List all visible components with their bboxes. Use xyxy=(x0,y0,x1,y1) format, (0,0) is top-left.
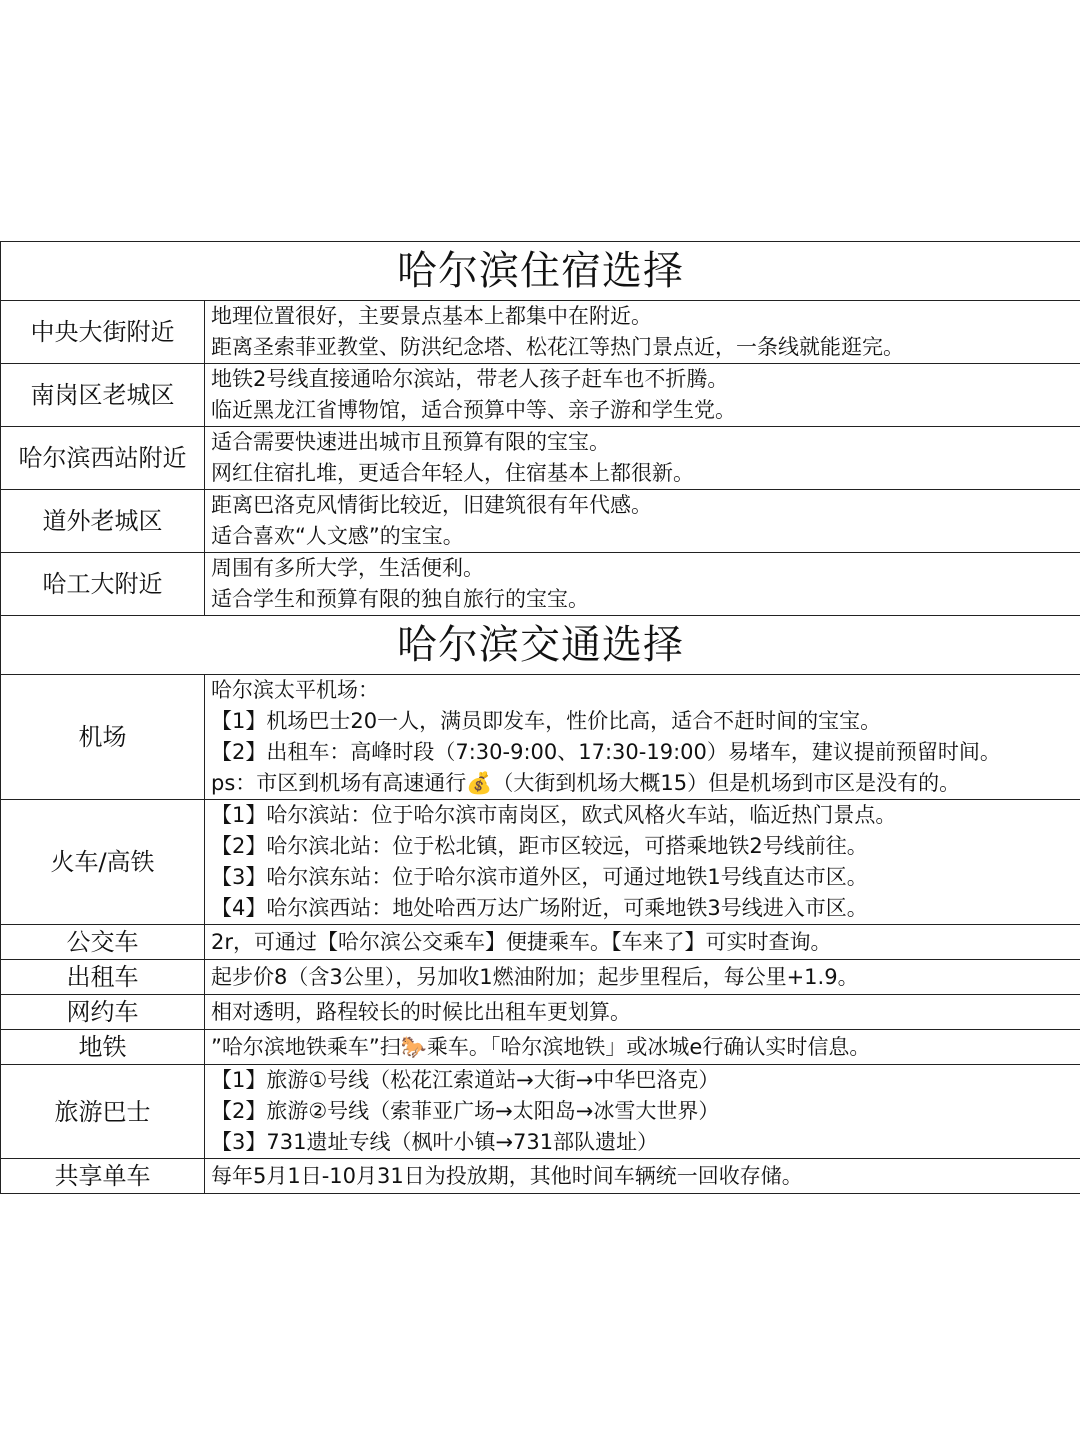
description-line: 【3】731遗址专线（枫叶小镇→731部队遗址） xyxy=(211,1130,659,1154)
lodging-area-label: 哈工大附近 xyxy=(1,553,205,616)
description-line: 距离圣索菲亚教堂、防洪纪念塔、松花江等热门景点近，一条线就能逛完。 xyxy=(211,335,904,359)
description-line: 哈尔滨太平机场： xyxy=(211,678,379,702)
description-line: 【1】旅游①号线（松花江索道站→大街→中华巴洛克） xyxy=(211,1068,720,1092)
transport-row xyxy=(1,1159,1080,1194)
description-line: 适合需要快速进出城市且预算有限的宝宝。 xyxy=(211,430,610,454)
transport-mode-description xyxy=(205,925,1080,960)
transport-mode-label: 网约车 xyxy=(1,995,205,1030)
lodging-area-description xyxy=(205,301,1080,364)
transport-row xyxy=(1,800,1080,925)
lodging-row xyxy=(1,301,1080,364)
description-line: 每年5月1日-10月31日为投放期，其他时间车辆统一回收存储。 xyxy=(211,1163,803,1188)
description-line: 临近黑龙江省博物馆，适合预算中等、亲子游和学生党。 xyxy=(211,398,736,422)
transport-mode-description xyxy=(205,800,1080,925)
description-line: 【1】机场巴士20一人，满员即发车，性价比高，适合不赶时间的宝宝。 xyxy=(211,709,882,733)
transport-mode-label: 旅游巴士 xyxy=(1,1065,205,1159)
lodging-row xyxy=(1,553,1080,616)
description-line: ”哈尔滨地铁乘车”扫🐎乘车。「哈尔滨地铁」或冰城e行确认实时信息。 xyxy=(211,1034,871,1059)
lodging-area-description xyxy=(205,490,1080,553)
transport-mode-label: 机场 xyxy=(1,675,205,800)
transport-mode-description xyxy=(205,1159,1080,1194)
description-line: ps：市区到机场有高速通行💰（大街到机场大概15）但是机场到市区是没有的。 xyxy=(211,771,961,795)
description-line: 2r，可通过【哈尔滨公交乘车】便捷乘车。【车来了】可实时查询。 xyxy=(211,929,832,954)
description-line: 【1】哈尔滨站：位于哈尔滨市南岗区，欧式风格火车站，临近热门景点。 xyxy=(211,803,897,827)
travel-guide-table xyxy=(0,241,1080,1194)
description-line: 【2】旅游②号线（索菲亚广场→太阳岛→冰雪大世界） xyxy=(211,1099,720,1123)
transport-row xyxy=(1,960,1080,995)
transport-row xyxy=(1,995,1080,1030)
lodging-area-label: 哈尔滨西站附近 xyxy=(1,427,205,490)
description-line: 距离巴洛克风情街比较近，旧建筑很有年代感。 xyxy=(211,493,652,517)
transport-row xyxy=(1,675,1080,800)
lodging-area-label: 中央大街附近 xyxy=(1,301,205,364)
transport-mode-description xyxy=(205,1065,1080,1159)
description-line: 【4】哈尔滨西站：地处哈西万达广场附近，可乘地铁3号线进入市区。 xyxy=(211,896,868,920)
transport-row xyxy=(1,1065,1080,1159)
description-line: 【3】哈尔滨东站：位于哈尔滨市道外区，可通过地铁1号线直达市区。 xyxy=(211,865,868,889)
description-line: 周围有多所大学，生活便利。 xyxy=(211,556,484,580)
transport-mode-description xyxy=(205,1030,1080,1065)
description-line: 【2】出租车：高峰时段（7:30-9:00、17:30-19:00）易堵车，建议提前预留时间。 xyxy=(211,740,1001,764)
transport-row xyxy=(1,1030,1080,1065)
lodging-title-row xyxy=(1,242,1080,301)
lodging-row xyxy=(1,490,1080,553)
description-line: 网红住宿扎堆，更适合年轻人，住宿基本上都很新。 xyxy=(211,461,694,485)
lodging-area-description xyxy=(205,364,1080,427)
transport-mode-label: 公交车 xyxy=(1,925,205,960)
transport-mode-description xyxy=(205,675,1080,800)
description-line: 相对透明，路程较长的时候比出租车更划算。 xyxy=(211,999,631,1024)
transport-mode-label: 共享单车 xyxy=(1,1159,205,1194)
transport-mode-description xyxy=(205,995,1080,1030)
transport-title: 哈尔滨交通选择 xyxy=(1,616,1080,675)
transport-mode-description xyxy=(205,960,1080,995)
transport-mode-label: 火车/高铁 xyxy=(1,800,205,925)
lodging-title: 哈尔滨住宿选择 xyxy=(1,242,1080,301)
lodging-area-description xyxy=(205,427,1080,490)
description-line: 地理位置很好，主要景点基本上都集中在附近。 xyxy=(211,304,652,328)
lodging-area-label: 道外老城区 xyxy=(1,490,205,553)
lodging-row xyxy=(1,364,1080,427)
description-line: 【2】哈尔滨北站：位于松北镇，距市区较远，可搭乘地铁2号线前往。 xyxy=(211,834,868,858)
description-line: 适合喜欢“人文感”的宝宝。 xyxy=(211,524,464,548)
transport-mode-label: 出租车 xyxy=(1,960,205,995)
transport-title-row xyxy=(1,616,1080,675)
lodging-area-description xyxy=(205,553,1080,616)
lodging-area-label: 南岗区老城区 xyxy=(1,364,205,427)
transport-mode-label: 地铁 xyxy=(1,1030,205,1065)
description-line: 地铁2号线直接通哈尔滨站，带老人孩子赶车也不折腾。 xyxy=(211,367,729,391)
description-line: 适合学生和预算有限的独自旅行的宝宝。 xyxy=(211,587,589,611)
lodging-row xyxy=(1,427,1080,490)
transport-row xyxy=(1,925,1080,960)
description-line: 起步价8（含3公里），另加收1燃油附加；起步里程后，每公里+1.9。 xyxy=(211,964,859,989)
